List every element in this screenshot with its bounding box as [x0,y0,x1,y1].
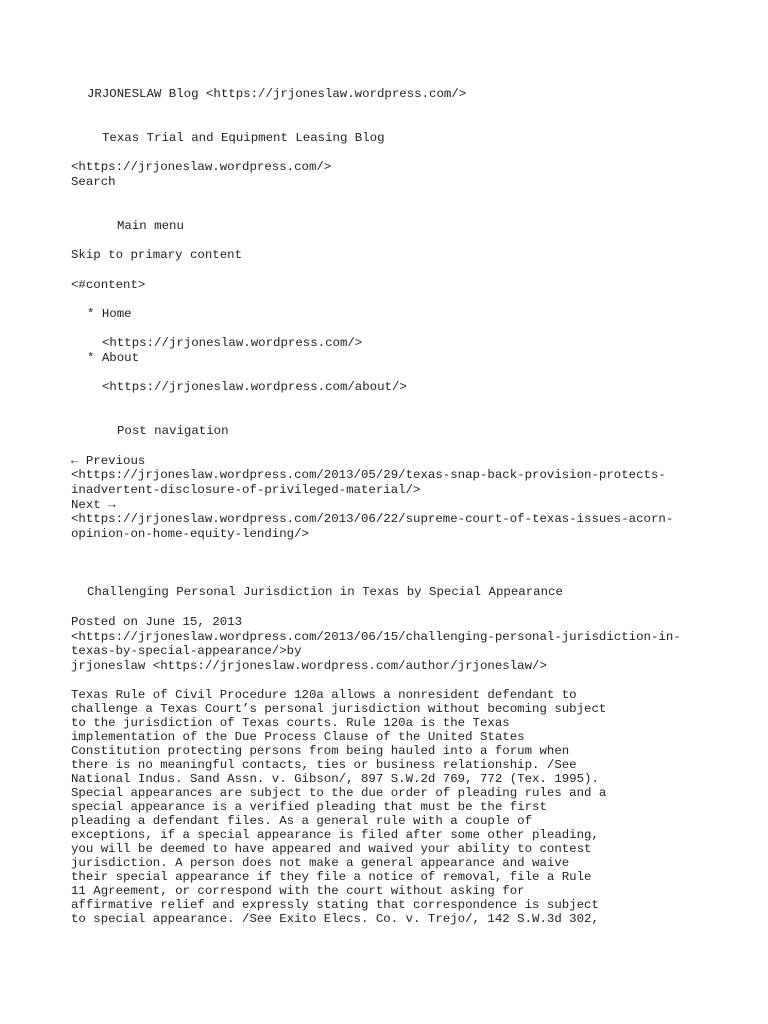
post-author-link[interactable]: jrjoneslaw <https://jrjoneslaw.wordpress.com/author/jrjoneslaw/> [71,659,547,673]
article-body: Texas Rule of Civil Procedure 120a allows a nonresident defendant to challenge a Texas Court’s personal jurisdiction without becoming subject to the jurisdiction of Texas courts. Rule 120a is the Texas implementation of the Due Process Clause of the United States Constitution protecting persons from being hauled into a forum when there is no meaningful contacts, ties or business relationship. /See National Indus. Sand Assn. v. Gibson/, 897 S.W.2d 769, 772 (Tex. 1995). Special appearances are subject to the due order of pleading rules and a special appearance is a verified pleading that must be the first pleading a defendant files. As a general rule with a couple of exceptions, if a special appearance is filed after some other pleading, you will be deemed to have appeared and waived your ability to contest jurisdiction. A person does not make a general appearance and waive their special appearance if they file a notice of removal, file a Rule 11 Agreement, or correspond with the court without asking for affirmative relief and expressly stating that correspondence is subject to special appearance. /See Exito Elecs. Co. v. Trejo/, 142 S.W.3d 302, [71,688,607,926]
content-anchor-link[interactable]: <#content> [71,278,146,292]
site-tagline: Texas Trial and Equipment Leasing Blog [102,131,385,145]
menu-item-home[interactable]: * Home [87,307,132,321]
previous-post-link[interactable]: ← Previous [71,454,146,468]
next-post-link[interactable]: Next → [71,498,116,512]
next-post-url[interactable]: <https://jrjoneslaw.wordpress.com/2013/06/22/supreme-court-of-texas-issues-acorn- [71,512,674,526]
blog-home-link[interactable]: JRJONESLAW Blog <https://jrjoneslaw.wordpress.com/> [87,87,467,101]
article-title: Challenging Personal Jurisdiction in Texas by Special Appearance [87,585,563,599]
previous-post-url[interactable]: <https://jrjoneslaw.wordpress.com/2013/05/29/texas-snap-back-provision-protects- [71,468,666,482]
menu-item-about-url[interactable]: <https://jrjoneslaw.wordpress.com/about/> [102,380,407,394]
tagline-url-link[interactable]: <https://jrjoneslaw.wordpress.com/> [71,160,332,174]
post-permalink[interactable]: texas-by-special-appearance/>by [71,644,302,658]
next-post-url[interactable]: opinion-on-home-equity-lending/> [71,527,309,541]
menu-item-about[interactable]: * About [87,351,140,365]
skip-to-content-link[interactable]: Skip to primary content [71,248,243,262]
post-navigation-heading: Post navigation [117,424,229,438]
search-link[interactable]: Search [71,175,116,189]
previous-post-url[interactable]: inadvertent-disclosure-of-privileged-material/> [71,483,421,497]
post-permalink[interactable]: <https://jrjoneslaw.wordpress.com/2013/06/15/challenging-personal-jurisdiction-in- [71,630,681,644]
menu-item-home-url[interactable]: <https://jrjoneslaw.wordpress.com/> [102,336,363,350]
post-date: Posted on June 15, 2013 [71,615,243,629]
main-menu-heading: Main menu [117,219,184,233]
